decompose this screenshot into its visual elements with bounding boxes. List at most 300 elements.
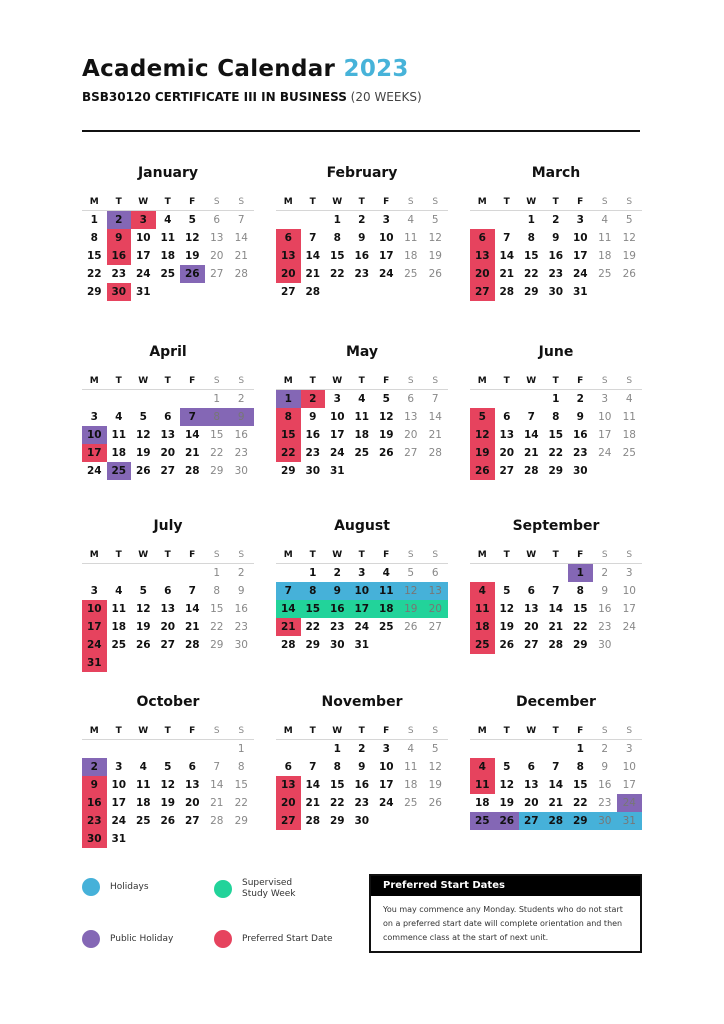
day-cell: 5 — [139, 585, 147, 597]
day-cell: 3 — [90, 585, 98, 597]
day-cell: 18 — [160, 250, 176, 262]
day-cell: 8 — [213, 585, 221, 597]
day-cell: 27 — [210, 268, 224, 280]
day-cell: 20 — [470, 265, 495, 283]
day-cell: 15 — [276, 426, 301, 444]
month-june — [470, 342, 642, 480]
day-cell: 18 — [354, 429, 370, 441]
empty-cell — [301, 211, 326, 229]
day-cell: 2 — [601, 567, 609, 579]
empty-cell — [156, 564, 181, 582]
day-cell: 27 — [428, 621, 442, 633]
day-cell: 11 — [374, 582, 399, 600]
day-cell: 14 — [548, 603, 564, 615]
day-cell: 16 — [234, 429, 248, 441]
weekday-header — [82, 372, 254, 390]
day-cell: 12 — [135, 603, 151, 615]
day-cell: 30 — [354, 815, 370, 827]
day-cell: 21 — [523, 447, 539, 459]
title-year: 2023 — [343, 56, 409, 82]
weekday-label: S — [601, 726, 608, 736]
day-cell: 16 — [325, 600, 350, 618]
day-cell: 25 — [404, 797, 418, 809]
day-cell: 9 — [325, 582, 350, 600]
day-cell: 9 — [358, 761, 366, 773]
day-cell: 29 — [234, 815, 248, 827]
day-cell: 26 — [135, 465, 151, 477]
day-cell: 13 — [523, 779, 539, 791]
weekday-label: F — [577, 550, 584, 560]
day-cell: 1 — [90, 214, 98, 226]
weekday-label: S — [432, 197, 439, 207]
empty-cell — [276, 740, 301, 758]
day-cell: 20 — [276, 794, 301, 812]
day-cell: 26 — [160, 815, 176, 827]
day-cell: 24 — [572, 268, 588, 280]
empty-cell — [495, 390, 520, 408]
day-cell: 1 — [576, 743, 584, 755]
day-cell: 30 — [329, 639, 345, 651]
day-cell: 20 — [210, 250, 224, 262]
day-cell: 12 — [428, 232, 442, 244]
day-cell: 11 — [111, 603, 127, 615]
day-cell: 26 — [135, 639, 151, 651]
weekday-header — [470, 546, 642, 564]
day-cell: 15 — [210, 603, 224, 615]
day-cell: 19 — [428, 779, 442, 791]
day-cell: 4 — [115, 411, 123, 423]
weekday-label: S — [432, 550, 439, 560]
day-cell: 13 — [276, 776, 301, 794]
day-cell: 20 — [184, 797, 200, 809]
day-cell: 30 — [593, 812, 618, 830]
weekday-label: S — [213, 376, 220, 386]
day-cell: 14 — [184, 603, 200, 615]
day-cell: 4 — [625, 393, 633, 405]
day-cell: 3 — [625, 567, 633, 579]
weekday-label: T — [309, 726, 316, 736]
day-cell: 3 — [131, 211, 156, 229]
day-cell: 16 — [354, 779, 370, 791]
weekday-label: S — [213, 550, 220, 560]
day-cell: 29 — [548, 465, 564, 477]
day-cell: 28 — [234, 268, 248, 280]
day-cell: 18 — [404, 779, 418, 791]
day-cell: 15 — [86, 250, 102, 262]
day-cell: 26 — [404, 621, 418, 633]
day-cell: 31 — [572, 286, 588, 298]
month-name: December — [516, 694, 596, 710]
day-cell: 18 — [111, 621, 127, 633]
weekday-label: F — [383, 726, 390, 736]
day-cell: 30 — [572, 465, 588, 477]
day-cell: 3 — [333, 393, 341, 405]
day-cell: 27 — [160, 639, 176, 651]
day-cell: 29 — [523, 286, 539, 298]
day-cell: 7 — [237, 214, 245, 226]
day-cell: 19 — [135, 621, 151, 633]
day-cell: 17 — [572, 250, 588, 262]
day-cell: 13 — [210, 232, 224, 244]
weekday-label: S — [626, 726, 633, 736]
day-cell: 25 — [111, 639, 127, 651]
day-cell: 3 — [115, 761, 123, 773]
day-cell: 6 — [164, 585, 172, 597]
days-grid — [470, 390, 642, 480]
weekday-label: S — [407, 726, 414, 736]
empty-cell — [276, 564, 301, 582]
day-cell: 8 — [301, 582, 326, 600]
month-name: September — [512, 518, 600, 534]
day-cell: 18 — [622, 429, 636, 441]
day-cell: 11 — [470, 600, 495, 618]
empty-cell — [180, 390, 205, 408]
empty-cell — [107, 564, 132, 582]
holidays-dot-icon — [82, 878, 100, 896]
legend-supervised-label — [242, 878, 296, 900]
day-cell: 17 — [622, 779, 636, 791]
day-cell: 1 — [276, 390, 301, 408]
legend-public-holiday-label: Public Holiday — [110, 933, 174, 944]
day-cell: 4 — [382, 567, 390, 579]
weekday-label: S — [626, 550, 633, 560]
day-cell: 29 — [210, 639, 224, 651]
preferred-start-dot-icon — [214, 930, 232, 948]
day-cell: 6 — [188, 761, 196, 773]
weekday-label: T — [164, 197, 171, 207]
day-cell: 22 — [329, 268, 345, 280]
empty-cell — [131, 390, 156, 408]
day-cell: 26 — [180, 265, 205, 283]
day-cell: 19 — [399, 600, 424, 618]
day-cell: 18 — [470, 618, 495, 636]
day-cell: 27 — [523, 639, 539, 651]
day-cell: 20 — [404, 429, 418, 441]
title-text: Academic Calendar — [82, 56, 336, 82]
day-cell: 30 — [82, 830, 107, 848]
day-cell: 2 — [601, 743, 609, 755]
day-cell: 3 — [382, 743, 390, 755]
day-cell: 27 — [280, 286, 296, 298]
day-cell: 14 — [276, 600, 301, 618]
day-cell: 20 — [423, 600, 448, 618]
preferred-start-text: You may commence any Monday. Students who do not start on a preferred start date will complete orientation and then commence class at the start of next unit. — [383, 905, 623, 942]
day-cell: 19 — [160, 797, 176, 809]
day-cell: 5 — [164, 761, 172, 773]
day-cell: 24 — [354, 621, 370, 633]
legend-supervised-line1: Supervised — [242, 878, 293, 888]
day-cell: 9 — [358, 232, 366, 244]
day-cell: 17 — [135, 250, 151, 262]
weekday-label: F — [383, 376, 390, 386]
day-cell: 15 — [301, 600, 326, 618]
empty-cell — [470, 564, 495, 582]
supervised-dot-icon — [214, 880, 232, 898]
legend-supervised — [214, 878, 296, 900]
weekday-label: M — [477, 376, 487, 386]
weekday-label: S — [213, 197, 220, 207]
day-cell: 6 — [276, 229, 301, 247]
day-cell: 7 — [431, 393, 439, 405]
day-cell: 17 — [350, 600, 375, 618]
day-cell: 23 — [598, 621, 612, 633]
days-grid — [470, 211, 642, 301]
day-cell: 8 — [90, 232, 98, 244]
day-cell: 13 — [160, 603, 176, 615]
day-cell: 25 — [470, 812, 495, 830]
day-cell: 31 — [82, 654, 107, 672]
day-cell: 29 — [568, 812, 593, 830]
day-cell: 16 — [548, 250, 564, 262]
day-cell: 4 — [601, 214, 609, 226]
day-cell: 7 — [503, 232, 511, 244]
day-cell: 14 — [523, 429, 539, 441]
day-cell: 24 — [86, 465, 102, 477]
day-cell: 24 — [111, 815, 127, 827]
day-cell: 29 — [305, 639, 321, 651]
day-cell: 27 — [499, 465, 515, 477]
day-cell: 16 — [598, 603, 612, 615]
weekday-label: S — [407, 197, 414, 207]
weekday-label: T — [503, 376, 510, 386]
day-cell: 29 — [329, 815, 345, 827]
day-cell: 22 — [548, 447, 564, 459]
day-cell: 1 — [309, 567, 317, 579]
header-divider — [82, 130, 640, 132]
empty-cell — [519, 740, 544, 758]
day-cell: 3 — [358, 567, 366, 579]
day-cell: 19 — [499, 621, 515, 633]
day-cell: 24 — [82, 636, 107, 654]
empty-cell — [544, 564, 569, 582]
day-cell: 5 — [431, 743, 439, 755]
day-cell: 21 — [428, 429, 442, 441]
day-cell: 11 — [111, 429, 127, 441]
month-name: February — [326, 165, 398, 181]
day-cell: 24 — [598, 447, 612, 459]
day-cell: 20 — [523, 797, 539, 809]
day-cell: 27 — [470, 283, 495, 301]
day-cell: 11 — [354, 411, 370, 423]
weekday-label: T — [164, 376, 171, 386]
day-cell: 25 — [622, 447, 636, 459]
month-january — [82, 163, 254, 301]
day-cell: 1 — [527, 214, 535, 226]
weekday-label: F — [189, 197, 196, 207]
day-cell: 1 — [568, 564, 593, 582]
day-cell: 21 — [499, 268, 515, 280]
day-cell: 28 — [280, 639, 296, 651]
month-name: July — [153, 518, 183, 534]
day-cell: 1 — [213, 567, 221, 579]
day-cell: 4 — [407, 214, 415, 226]
weekday-header — [470, 193, 642, 211]
day-cell: 27 — [519, 812, 544, 830]
course-duration: (20 WEEKS) — [350, 90, 422, 104]
day-cell: 21 — [548, 797, 564, 809]
days-grid — [276, 564, 448, 654]
weekday-label: T — [503, 726, 510, 736]
course-subtitle — [82, 90, 422, 104]
days-grid — [82, 211, 254, 301]
day-cell: 28 — [499, 286, 515, 298]
course-name: BSB30120 CERTIFICATE III IN BUSINESS — [82, 90, 347, 104]
day-cell: 19 — [428, 250, 442, 262]
day-cell: 10 — [622, 761, 636, 773]
day-cell: 5 — [503, 585, 511, 597]
day-cell: 1 — [237, 743, 245, 755]
day-cell: 12 — [378, 411, 394, 423]
day-cell: 8 — [552, 411, 560, 423]
weekday-label: W — [332, 550, 343, 560]
day-cell: 23 — [598, 797, 612, 809]
day-cell: 15 — [572, 779, 588, 791]
weekday-label: F — [383, 197, 390, 207]
weekday-label: S — [432, 726, 439, 736]
weekday-label: T — [552, 550, 559, 560]
day-cell: 28 — [544, 812, 569, 830]
day-cell: 30 — [598, 639, 612, 651]
day-cell: 30 — [305, 465, 321, 477]
month-august — [276, 516, 448, 654]
day-cell: 10 — [572, 232, 588, 244]
day-cell: 31 — [354, 639, 370, 651]
day-cell: 5 — [470, 408, 495, 426]
empty-cell — [82, 390, 107, 408]
day-cell: 28 — [548, 639, 564, 651]
day-cell: 21 — [184, 447, 200, 459]
weekday-label: S — [213, 726, 220, 736]
weekday-header — [82, 722, 254, 740]
weekday-label: T — [552, 197, 559, 207]
day-cell: 20 — [523, 621, 539, 633]
weekday-header — [470, 372, 642, 390]
empty-cell — [301, 740, 326, 758]
day-cell: 20 — [499, 447, 515, 459]
day-cell: 22 — [572, 621, 588, 633]
day-cell: 6 — [284, 761, 292, 773]
weekday-label: M — [283, 197, 293, 207]
day-cell: 27 — [404, 447, 418, 459]
day-cell: 28 — [428, 447, 442, 459]
day-cell: 6 — [470, 229, 495, 247]
empty-cell — [107, 740, 132, 758]
day-cell: 10 — [82, 600, 107, 618]
weekday-label: M — [89, 197, 99, 207]
day-cell: 6 — [503, 411, 511, 423]
weekday-label: F — [577, 197, 584, 207]
day-cell: 31 — [111, 833, 127, 845]
day-cell: 14 — [548, 779, 564, 791]
day-cell: 30 — [234, 639, 248, 651]
day-cell: 26 — [378, 447, 394, 459]
weekday-label: W — [138, 550, 149, 560]
day-cell: 5 — [625, 214, 633, 226]
day-cell: 8 — [576, 585, 584, 597]
day-cell: 15 — [234, 779, 248, 791]
day-cell: 8 — [205, 408, 230, 426]
preferred-start-heading: Preferred Start Dates — [371, 876, 640, 896]
weekday-label: F — [189, 726, 196, 736]
day-cell: 24 — [329, 447, 345, 459]
day-cell: 12 — [622, 232, 636, 244]
day-cell: 27 — [276, 812, 301, 830]
day-cell: 6 — [164, 411, 172, 423]
day-cell: 7 — [180, 408, 205, 426]
day-cell: 11 — [598, 232, 612, 244]
day-cell: 17 — [622, 603, 636, 615]
empty-cell — [82, 740, 107, 758]
preferred-start-info-box — [369, 874, 642, 953]
day-cell: 15 — [329, 250, 345, 262]
weekday-label: F — [383, 550, 390, 560]
day-cell: 3 — [382, 214, 390, 226]
day-cell: 8 — [333, 761, 341, 773]
day-cell: 14 — [184, 429, 200, 441]
day-cell: 29 — [280, 465, 296, 477]
weekday-header — [82, 546, 254, 564]
month-april — [82, 342, 254, 480]
day-cell: 14 — [305, 779, 321, 791]
day-cell: 19 — [470, 444, 495, 462]
day-cell: 15 — [329, 779, 345, 791]
day-cell: 25 — [354, 447, 370, 459]
day-cell: 22 — [329, 797, 345, 809]
day-cell: 11 — [160, 232, 176, 244]
month-november — [276, 692, 448, 830]
legend-holidays-label: Holidays — [110, 881, 149, 892]
empty-cell — [470, 390, 495, 408]
day-cell: 25 — [470, 636, 495, 654]
days-grid — [82, 564, 254, 672]
weekday-label: S — [238, 726, 245, 736]
day-cell: 26 — [622, 268, 636, 280]
day-cell: 25 — [598, 268, 612, 280]
day-cell: 12 — [470, 426, 495, 444]
day-cell: 8 — [237, 761, 245, 773]
weekday-label: W — [332, 726, 343, 736]
day-cell: 13 — [184, 779, 200, 791]
day-cell: 2 — [107, 211, 132, 229]
weekday-label: M — [477, 197, 487, 207]
weekday-header — [276, 372, 448, 390]
day-cell: 25 — [135, 815, 151, 827]
day-cell: 25 — [404, 268, 418, 280]
weekday-label: M — [477, 726, 487, 736]
weekday-label: S — [601, 376, 608, 386]
month-march — [470, 163, 642, 301]
day-cell: 13 — [404, 411, 418, 423]
day-cell: 10 — [378, 761, 394, 773]
day-cell: 19 — [499, 797, 515, 809]
month-name: November — [321, 694, 403, 710]
day-cell: 6 — [407, 393, 415, 405]
day-cell: 25 — [107, 462, 132, 480]
day-cell: 11 — [470, 776, 495, 794]
day-cell: 30 — [234, 465, 248, 477]
day-cell: 24 — [135, 268, 151, 280]
weekday-label: S — [601, 550, 608, 560]
day-cell: 29 — [210, 465, 224, 477]
day-cell: 4 — [470, 582, 495, 600]
weekday-header — [276, 193, 448, 211]
day-cell: 1 — [333, 743, 341, 755]
weekday-label: F — [189, 376, 196, 386]
day-cell: 8 — [576, 761, 584, 773]
day-cell: 23 — [234, 621, 248, 633]
day-cell: 22 — [276, 444, 301, 462]
day-cell: 6 — [213, 214, 221, 226]
